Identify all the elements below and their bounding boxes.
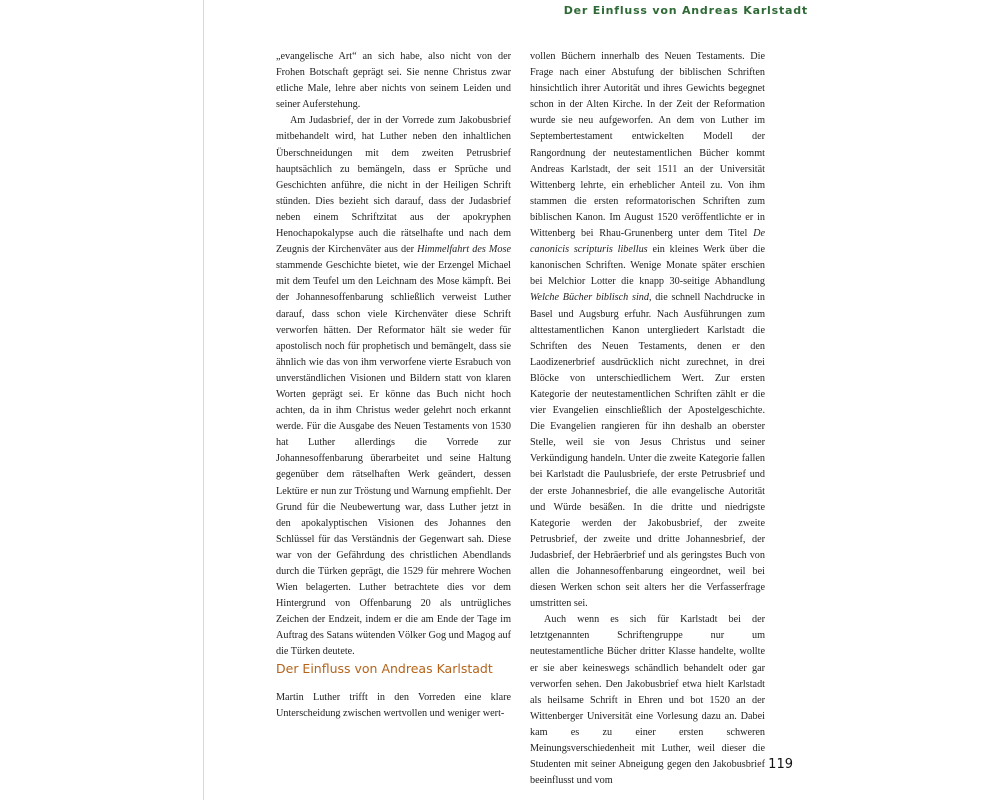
right-paragraph-1-text-a: vollen Büchern innerhalb des Neuen Testaments. Die Frage nach einer Abstufung der biblischen Schriften hinsichtlich ihrer Autorität und ihres Gewichts begegnet schon in der Alten Kirche. In der Zeit der Reformation wurde sie neu aufgeworfen. An dem von Luther im Septembertestament entwickelten Modell der Rangordnung der neutestamentlichen Bücher kommt Andreas Karlstadt, der seit 1511 an der Universität Wittenberg lehrte, ein erheblicher Anteil zu. Von ihm stammen die ersten reformatorischen Schriften zum biblischen Kanon. Im August 1520 veröffentlichte er in Wittenberg bei Rhau-Grunenberg unter dem Titel [530,51,765,240]
left-paragraph-2 [276,113,511,660]
section-paragraph-text: Martin Luther trifft in den Vorreden eine klare Unterscheidung zwischen wertvollen und weniger wert- [276,692,511,720]
left-paragraph-2-text-b: stammende Geschichte bietet, wie der Erzengel Michael mit dem Teufel um den Leichnam des Mose kämpft. Bei der Johannesoffenbarung schließlich verweist Luther darauf, dass schon viele Kirchenväter diese Schrift verworfen hätten. Der Reformator hält sie weder für apostolisch noch für prophetisch und bemängelt, dass sie ähnlich wie das von ihm verworfene vierte Esrabuch von unverständlichen Visionen und Bildern statt von klaren Worten geprägt sei. Er könne das Buch nicht hoch achten, da in ihm Christus weder gelehrt noch erkannt werde. Für die Ausgabe des Neuen Testaments von 1530 hat Luther allerdings die Vorrede zur Johannesoffenbarung überarbeitet und seine Haltung gegenüber dem rätselhaften Werk geändert, dessen Lektüre er nun zur Tröstung und Warnung empfiehlt. Der Grund für die Neubewertung war, dass Luther jetzt in den apokalyptischen Visionen des Johannes den Schlüssel für das Verständnis der Gegenwart sah. Diese war von der Gefährdung des christlichen Abendlands durch die Türken geprägt, die 1529 für mehrere Wochen Wien belagerten. Luther betrachtete dies vor dem Hintergrund von Offenbarung 20 als untrügliches Zeichen der Endzeit, indem er die am Ende der Tage im Auftrag des Satans wütenden Völker Gog und Magog auf die Türken deutete. [276,260,511,658]
section-first-paragraph [276,690,511,722]
right-paragraph-1-text-c: , die schnell Nachdrucke in Basel und Augsburg erfuhr. Nach Ausführungen zum alttestamentlichen Kanon untergliedert Karlstadt die Schriften des Neuen Testaments, denen er den Laodizenerbrief ausdrücklich nicht zurechnet, in drei Blöcke von unterschiedlichem Wert. Zur ersten Kategorie der neutestamentlichen Schriften zählt er die vier Evangelien einschließlich der Apostelgeschichte. Die Evangelien rangieren für ihn deshalb an oberster Stelle, weil sie von Jesus Christus und seiner Verkündigung handeln. Unter die zweite Kategorie fallen bei Karlstadt die Paulusbriefe, der erste Petrusbrief und der erste Johannesbrief, die alle evangelische Autorität und Würde besäßen. In die dritte und niedrigste Kategorie werden der Jakobusbrief, der zweite Petrusbrief, der zweite und dritte Johannesbrief, der Judasbrief, der Hebräerbrief und als geringstes Buch von allen die Johannesoffenbarung eingeordnet, weil bei diesen Werken schon seit alters her die Verfasserfrage umstritten sei. [530,292,765,610]
left-paragraph-2-italic-title: Himmelfahrt des Mose [417,244,512,256]
left-paragraph-2-text-a: Am Judasbrief, der in der Vorrede zum Jakobusbrief mitbehandelt wird, hat Luther neben den inhaltlichen Überschneidungen mit dem zweiten Petrusbrief hauptsächlich zu bemängeln, dass er Sprüche und Geschichten anführe, die nicht in der Heiligen Schrift stünden. Dies bezieht sich darauf, dass der Judasbrief neben einem Schriftzitat aus der apokryphen Henochapokalypse auch die rätselhafte und nach dem Zeugnis der Kirchenväter aus der [276,115,511,256]
left-paragraph-1: „evangelische Art“ an sich habe, also nicht von der Frohen Botschaft geprägt sei. Sie nenne Christus zwar etliche Male, lehre aber nichts von seinem Leiden und seiner Auferstehung. [276,51,511,111]
page-number: 119 [768,757,793,772]
right-paragraph-1 [530,49,765,612]
section-heading: Der Einfluss von Andreas Karlstadt [276,661,493,676]
right-column [530,49,765,789]
right-paragraph-1-italic-title-2: Welche Bücher biblisch sind [530,292,649,304]
page-edge-divider [203,0,204,800]
right-paragraph-1-text-b: ein kleines Werk über die kanonischen Schriften. Wenige Monate später erschien bei Melchior Lotter die knapp 30-seitige Abhandlung [530,244,765,288]
left-column [276,49,511,661]
right-paragraph-1-italic-title-1: De canonicis scripturis libellus [530,228,766,256]
right-paragraph-2: Auch wenn es sich für Karlstadt bei der letztgenannten Schriftengruppe nur um neutestamentliche Bücher dritter Klasse handelte, wollte er sie aber keineswegs schändlich behandelt oder gar verworfen sehen. Den Jakobusbrief etwa hielt Karlstadt als heilsame Schrift in Ehren und bot 1520 an der Wittenberger Universität eine Vorlesung dazu an. Dabei kam es zu einer ersten schweren Meinungsverschiedenheit mit Luther, weil dieser die Studenten mit seiner Abneigung gegen den Jakobusbrief beeinflusst und vom [530,614,765,787]
running-head: Der Einfluss von Andreas Karlstadt [563,4,808,17]
